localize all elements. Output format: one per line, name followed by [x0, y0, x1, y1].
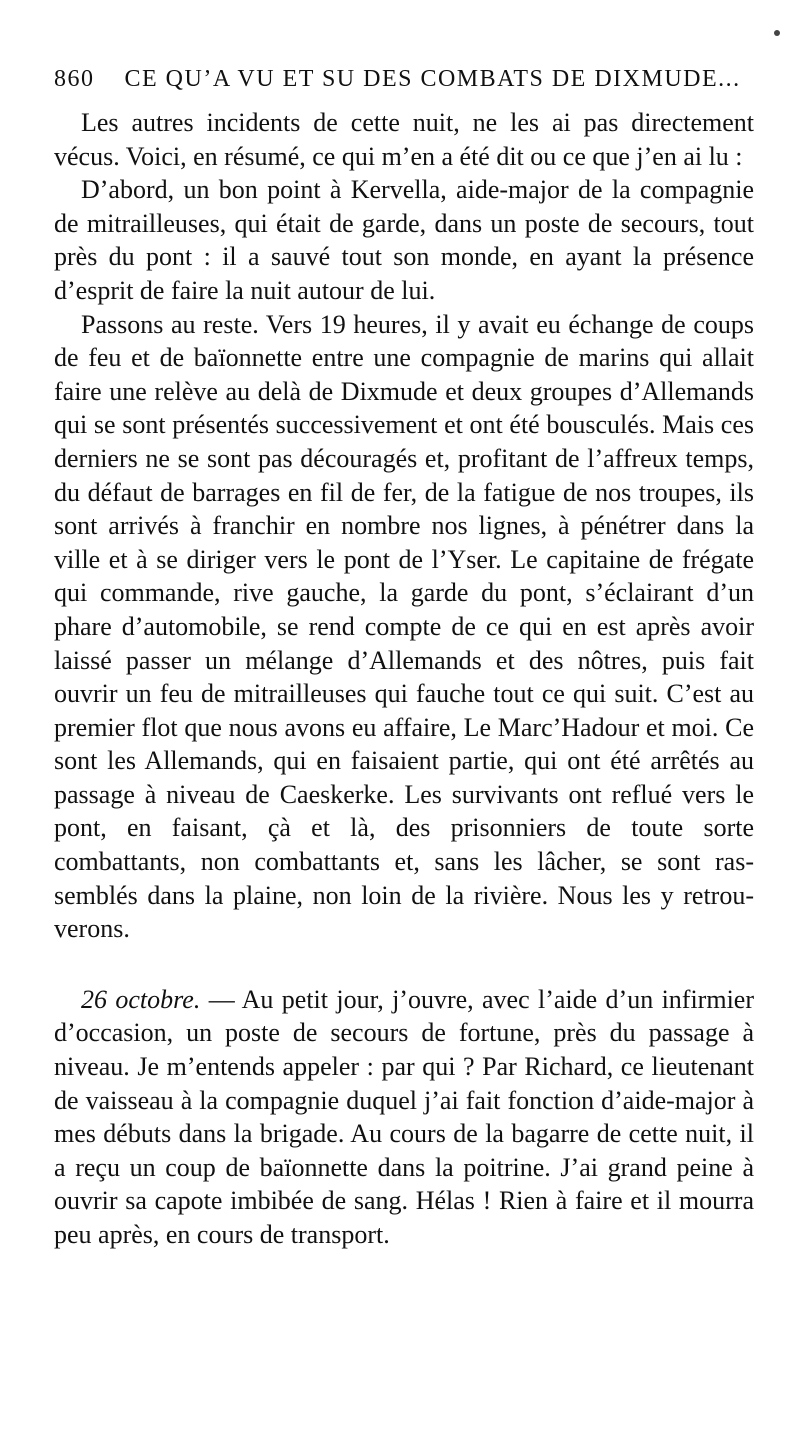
- paragraph-kervella: D’abord, un bon point à Kervella, aide-major de la compagnie de mitrailleuses, qui était de garde, dans un poste de secours, tout près du pont : il a sauvé tout son monde, en ayant la présence d’esprit de faire la nuit autour de lui.: [54, 175, 754, 305]
- running-header: [54, 64, 754, 94]
- ink-speck: [774, 30, 780, 36]
- paragraph-incidents: Les autres incidents de cette nuit, ne les ai pas directement vécus. Voici, en résumé, ce qui m’en a été dit ou ce que j’en ai lu :: [54, 108, 754, 171]
- paragraph-passons: Passons au reste. Vers 19 heures, il y avait eu échange de coups de feu et de baïonnette entre une compagnie de marins qui allait faire une relève au delà de Dixmude et deux groupes d’Allemands qui se sont présentés successivement et ont été bousculés. Mais ces derniers ne se sont pas découragés et, profitant de l’affreux temps, du défaut de barrages en fil de fer, de la fatigue de nos troupes, ils sont arrivés à franchir en nombre nos lignes, à pénétrer dans la ville et à se diriger vers le pont de l’Yser. Le capitaine de frégate qui commande, rive gauche, la garde du pont, s’éclairant d’un phare d’automobile, se rend compte de ce qui en est après avoir laissé passer un mélange d’Allemands et des nôtres, puis fait ouvrir un feu de mitrailleuses qui fauche tout ce qui suit. C’est au premier flot que nous avons eu affaire, Le Marc’Hadour et moi. Ce sont les Allemands, qui en faisaient partie, qui ont été arrêtés au passage à niveau de Caeskerke. Les survivants ont reflué vers le pont, en faisant, çà et là, des prisonniers de toute sorte combattants, non combattants et, sans les lâcher, se sont rassemblés dans la plaine, non loin de la rivière. Nous les y retrouverons.: [54, 309, 754, 944]
- date-heading: 26 octobre.: [81, 984, 201, 1014]
- running-title: CE QU’A VU ET SU DES COMBATS DE DIXMUDE...: [124, 66, 741, 92]
- paragraph-26-octobre: [54, 983, 754, 1252]
- body-text: [54, 106, 754, 1252]
- page-number: 860: [54, 66, 95, 92]
- section-text: — Au petit jour, j’ouvre, avec l’aide d’un infirmier d’occasion, un poste de secours de fortune, près du passage à niveau. Je m’entends appeler : par qui ? Par Richard, ce lieutenant de vaisseau à la compagnie duquel j’ai fait fonction d’aide-major à mes débuts dans la brigade. Au cours de la bagarre de cette nuit, il a reçu un coup de baïonnette dans la poitrine. J’ai grand peine à ouvrir sa capote imbibée de sang. Hélas ! Rien à faire et il mourra peu après, en cours de transport.: [54, 984, 754, 1249]
